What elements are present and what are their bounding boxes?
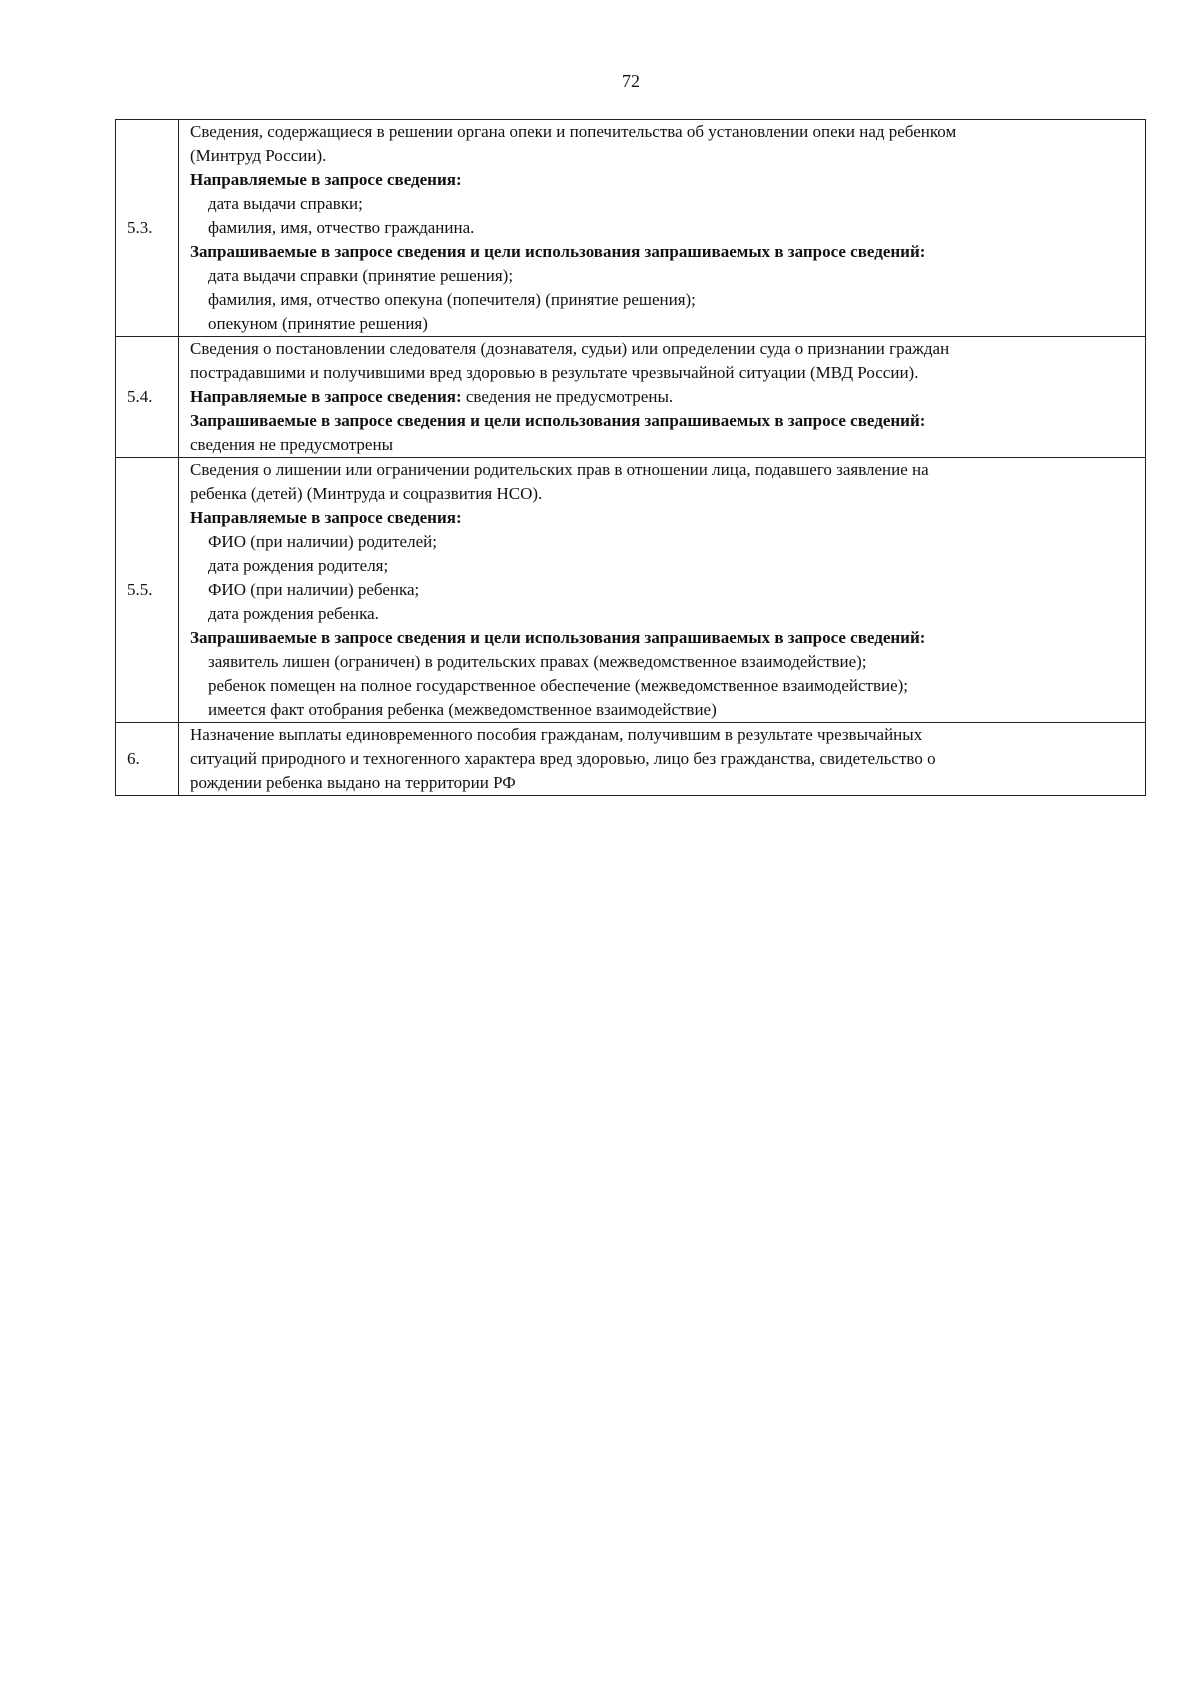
section-value: сведения не предусмотрены. bbox=[465, 387, 674, 406]
content-line: заявитель лишен (ограничен) в родительских правах (межведомственное взаимодействие); bbox=[208, 652, 867, 671]
content-line: ФИО (при наличии) родителей; bbox=[208, 532, 437, 551]
document-table bbox=[115, 119, 1146, 796]
row-content bbox=[179, 120, 1146, 337]
row-content bbox=[179, 723, 1146, 796]
content-line bbox=[190, 385, 1139, 409]
content-line: опекуном (принятие решения) bbox=[208, 314, 428, 333]
page-number: 72 bbox=[622, 71, 640, 91]
row-number: 6. bbox=[116, 723, 179, 796]
content-line: фамилия, имя, отчество гражданина. bbox=[208, 218, 475, 237]
row-number: 5.5. bbox=[116, 458, 179, 723]
content-line: фамилия, имя, отчество опекуна (попечителя) (принятие решения); bbox=[208, 290, 696, 309]
content-line: дата выдачи справки (принятие решения); bbox=[208, 266, 514, 285]
section-label: Направляемые в запросе сведения: bbox=[190, 387, 462, 406]
content-line: дата рождения родителя; bbox=[208, 556, 389, 575]
row-number: 5.4. bbox=[116, 337, 179, 458]
content-line: Запрашиваемые в запросе сведения и цели использования запрашиваемых в запросе сведений: bbox=[190, 628, 926, 647]
table-row bbox=[116, 458, 1146, 723]
content-line: Сведения о лишении или ограничении родительских прав в отношении лица, подавшего заявление на bbox=[190, 460, 929, 479]
content-line: рождении ребенка выдано на территории РФ bbox=[190, 773, 516, 792]
content-line: пострадавшими и получившими вред здоровью в результате чрезвычайной ситуации (МВД России). bbox=[190, 363, 919, 382]
content-line: ФИО (при наличии) ребенка; bbox=[208, 580, 420, 599]
content-line: дата рождения ребенка. bbox=[208, 604, 379, 623]
content-line: Сведения, содержащиеся в решении органа опеки и попечительства об установлении опеки над ребенком bbox=[190, 122, 957, 141]
row-content bbox=[179, 458, 1146, 723]
table-body bbox=[116, 120, 1146, 796]
content-line: Назначение выплаты единовременного пособия гражданам, получившим в результате чрезвычайных bbox=[190, 725, 923, 744]
content-line: ребенок помещен на полное государственное обеспечение (межведомственное взаимодействие); bbox=[208, 676, 909, 695]
content-line: ситуаций природного и техногенного характера вред здоровью, лицо без гражданства, свидетельство о bbox=[190, 749, 936, 768]
content-line: (Минтруд России). bbox=[190, 146, 327, 165]
content-line: Запрашиваемые в запросе сведения и цели использования запрашиваемых в запросе сведений: bbox=[190, 242, 926, 261]
content-line: Направляемые в запросе сведения: bbox=[190, 508, 462, 527]
table-row bbox=[116, 120, 1146, 337]
content-line: Сведения о постановлении следователя (дознавателя, судьи) или определении суда о признании граждан bbox=[190, 339, 950, 358]
table-row bbox=[116, 723, 1146, 796]
content-line: имеется факт отобрания ребенка (межведомственное взаимодействие) bbox=[208, 700, 717, 719]
table-row bbox=[116, 337, 1146, 458]
row-number: 5.3. bbox=[116, 120, 179, 337]
row-content bbox=[179, 337, 1146, 458]
content-line: дата выдачи справки; bbox=[208, 194, 363, 213]
content-line: ребенка (детей) (Минтруда и соцразвития НСО). bbox=[190, 484, 543, 503]
content-line: сведения не предусмотрены bbox=[190, 435, 393, 454]
content-line: Запрашиваемые в запросе сведения и цели использования запрашиваемых в запросе сведений: bbox=[190, 411, 926, 430]
content-line: Направляемые в запросе сведения: bbox=[190, 170, 462, 189]
